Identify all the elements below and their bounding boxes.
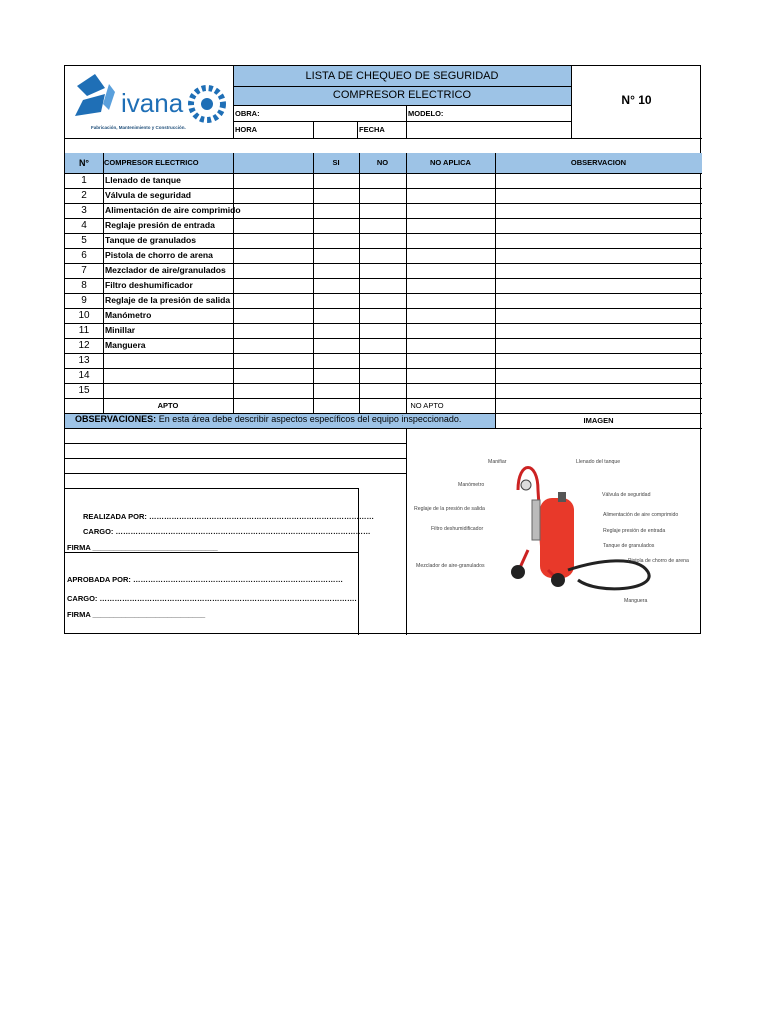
row-item: Válvula de seguridad	[105, 190, 191, 200]
row-number: 5	[81, 235, 87, 246]
compressor-diagram	[408, 430, 700, 633]
row-number: 15	[78, 385, 90, 396]
label-filtro: Filtro deshumidificador	[431, 526, 484, 532]
row-item: Llenado de tanque	[105, 175, 181, 185]
label-manguera: Manguera	[624, 598, 648, 604]
row-item: Manguera	[105, 340, 146, 350]
firma-realizada: FIRMA ______________________________	[67, 543, 218, 552]
col-header-item: COMPRESOR ELECTRICO	[104, 158, 199, 167]
row-number: 14	[78, 370, 90, 381]
col-header-number: N°	[78, 158, 90, 168]
label-pistola: Pistola de chorro de arena	[628, 558, 689, 564]
cargo-realizada: CARGO: …………………………………………………………………………………………	[83, 527, 371, 536]
row-number: 13	[78, 355, 90, 366]
row-item: Alimentación de aire comprimido	[105, 205, 241, 215]
label-alimentacion: Alimentación de aire comprimido	[603, 512, 679, 518]
row-item: Manómetro	[105, 310, 152, 320]
row-item: Pistola de chorro de arena	[105, 250, 213, 260]
row-number: 10	[78, 310, 90, 321]
obra-label: OBRA:	[235, 109, 260, 118]
apto-label: APTO	[157, 401, 179, 410]
row-number: 8	[81, 280, 87, 291]
row-number: 6	[81, 250, 87, 261]
col-header-no: NO	[376, 158, 389, 167]
checklist-sheet	[64, 65, 701, 634]
label-manometro: Manómetro	[458, 482, 485, 488]
firma-aprobada: FIRMA ___________________________	[67, 610, 206, 619]
row-item: Filtro deshumificador	[105, 280, 193, 290]
realizada-por: REALIZADA POR: ………………………………………………………………………………	[83, 512, 374, 521]
hora-label: HORA	[235, 125, 258, 134]
label-mezclador: Mezclador de aire-granulados	[416, 563, 485, 569]
col-header-observacion: OBSERVACION	[570, 158, 627, 167]
row-number: 3	[81, 205, 87, 216]
label-reglaje-entrada: Reglaje presión de entrada	[603, 528, 666, 534]
row-number: 1	[81, 175, 87, 186]
modelo-label: MODELO:	[408, 109, 444, 118]
fecha-label: FECHA	[359, 125, 385, 134]
row-item: Minillar	[105, 325, 136, 335]
label-reglaje-salida: Reglaje de la presión de salida	[414, 506, 485, 512]
row-item: Tanque de granulados	[105, 235, 197, 245]
no-apto-label: NO APTO	[410, 401, 444, 410]
col-header-si: SI	[332, 158, 340, 167]
image-label: IMAGEN	[583, 416, 614, 425]
row-number: 12	[78, 340, 90, 351]
row-item: Mezclador de aire/granulados	[105, 265, 226, 275]
row-number: 4	[81, 220, 87, 231]
label-manifiar: Manifiar	[488, 459, 507, 465]
row-number: 11	[78, 325, 90, 336]
label-valvula: Válvula de seguridad	[602, 492, 651, 498]
logo-tagline: Fabricación, Mantenimiento y Construcción.	[91, 125, 186, 130]
cargo-aprobada: CARGO: ………………………………………………………………………………………….	[67, 594, 357, 603]
logo	[65, 66, 233, 138]
row-number: 2	[81, 190, 87, 201]
aprobada-por: APROBADA POR: …………………………………………………………………………	[67, 575, 343, 584]
page-subtitle: COMPRESOR ELECTRICO	[332, 89, 472, 101]
observations-label: OBSERVACIONES:	[75, 414, 157, 424]
row-item: Reglaje de la presión de salida	[105, 295, 231, 305]
page-title: LISTA DE CHEQUEO DE SEGURIDAD	[305, 70, 499, 82]
label-tanque: Tanque de granulados	[603, 543, 655, 549]
observations-description: En esta área debe describir aspectos específicos del equipo inspeccionado.	[158, 414, 462, 424]
row-number: 7	[81, 265, 87, 276]
svg-text:ivana: ivana	[121, 88, 184, 118]
observations-text	[75, 414, 461, 424]
checklist-number: N° 10	[621, 93, 652, 107]
row-item: Reglaje presión de entrada	[105, 220, 215, 230]
col-header-no-aplica: NO APLICA	[430, 158, 471, 167]
label-llenado: Llenado del tanque	[576, 459, 621, 465]
row-number: 9	[81, 295, 87, 306]
